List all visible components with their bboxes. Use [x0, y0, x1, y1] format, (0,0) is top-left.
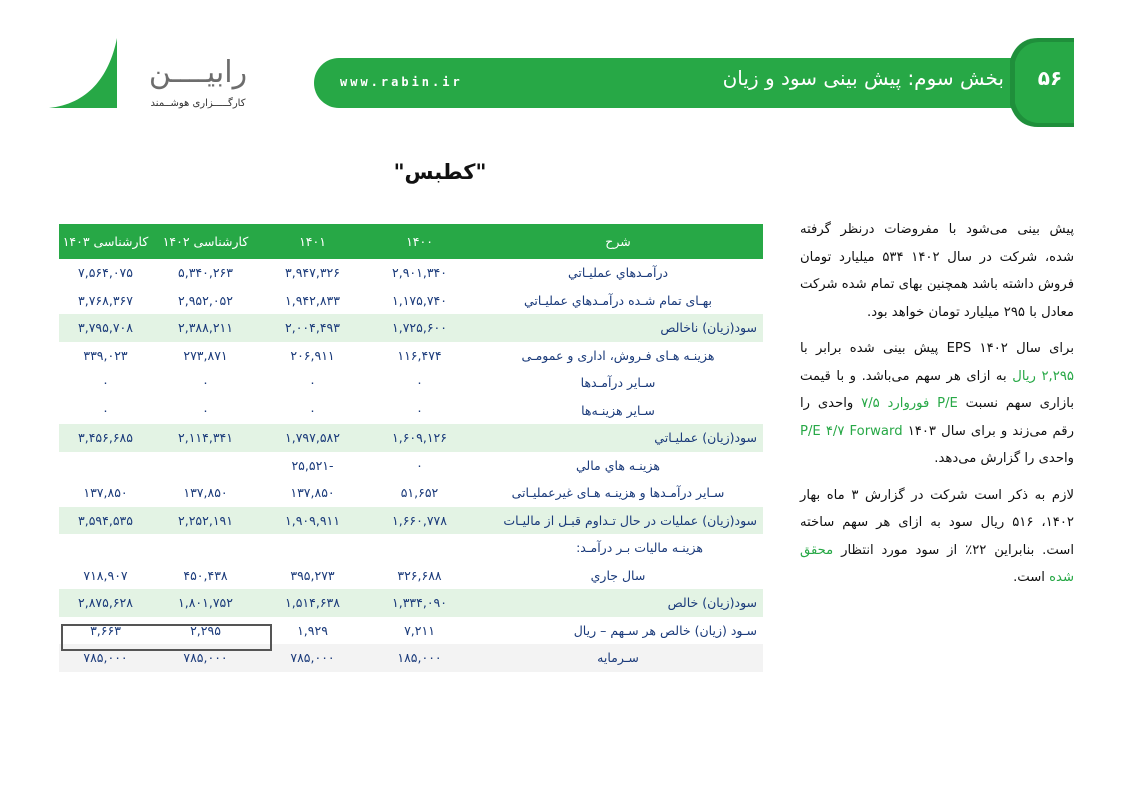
realized-text: محقق شده: [800, 542, 1074, 585]
cell-1401: ۲۰۶,۹۱۱: [259, 342, 366, 370]
row-label: سال جاري: [473, 562, 763, 590]
paragraph-sales-forecast: پیش بینی می‌شود با مفروضات درنظر گرفته شده، شرکت در سال ۱۴۰۲ ۵۳۴ میلیارد تومان فروش داشته باشد همچنین بهای تمام شده شرکت معادل با ۲۹۵ میلیارد تومان خواهد بود.: [800, 222, 1074, 320]
cell-1403: ۳,۷۹۵,۷۰۸: [59, 314, 152, 342]
row-label: هزينـه هاي مالي: [473, 452, 763, 480]
table-row: [59, 534, 763, 562]
text-span: واحدی را رقم می‌زند و برای سال ۱۴۰۳: [800, 396, 1074, 439]
cell-1403: ۲,۸۷۵,۶۲۸: [59, 589, 152, 617]
row-label: سـاير درآمـدها و هزینـه هـای غیرعملیـاتی: [473, 479, 763, 507]
table-row: [59, 259, 763, 287]
text-span: برای سال ۱۴۰۲ EPS پیش بینی شده برابر با: [800, 341, 1075, 356]
table-row: [59, 342, 763, 370]
cell-1402: ۷۸۵,۰۰۰: [152, 644, 259, 672]
cell-1401: ۷۸۵,۰۰۰: [259, 644, 366, 672]
cell-1402: ۲,۳۸۸,۲۱۱: [152, 314, 259, 342]
table-row: [59, 314, 763, 342]
row-label: بهـای تمام شـده درآمـدهاي عمليـاتي: [473, 287, 763, 315]
col-header-1402: کارشناسی ۱۴۰۲: [152, 224, 259, 259]
col-header-1401: ۱۴۰۱: [259, 224, 366, 259]
table-row: [59, 562, 763, 590]
income-statement-table: [59, 224, 763, 672]
cell-1403: ۳,۴۵۶,۶۸۵: [59, 424, 152, 452]
pe-forward-1403: P/E ۴/۷ Forward: [800, 423, 903, 439]
cell-1402: ۰: [152, 397, 259, 425]
text-span: به ازای هر سهم می‌باشد. و با قیمت بازاری سهم نسبت: [800, 368, 1074, 411]
text-span: لازم به ذکر است شرکت در گزارش ۳ ماه بهار ۱۴۰۲، ۵۱۶ ریال سود به ازای هر سهم ساخته است. بنابراین ۲۲٪ از سود مورد انتظار: [800, 487, 1074, 558]
cell-1401: ۰: [259, 369, 366, 397]
cell-1400: ۳۲۶,۶۸۸: [366, 562, 473, 590]
cell-1400: ۱,۱۷۵,۷۴۰: [366, 287, 473, 315]
cell-1400: ۲,۹۰۱,۳۴۰: [366, 259, 473, 287]
table-title: "کطبس": [393, 160, 487, 184]
cell-1402: ۲,۲۵۲,۱۹۱: [152, 507, 259, 535]
table-row: [59, 424, 763, 452]
table-row: [59, 507, 763, 535]
cell-1401: ۰: [259, 397, 366, 425]
cell-1403: ۰: [59, 369, 152, 397]
cell-1403: ۳,۷۶۸,۳۶۷: [59, 287, 152, 315]
cell-1403: ۷۱۸,۹۰۷: [59, 562, 152, 590]
cell-1400: ۰: [366, 369, 473, 397]
cell-1400: ۱,۳۳۴,۰۹۰: [366, 589, 473, 617]
cell-1402: ۲۷۳,۸۷۱: [152, 342, 259, 370]
paragraph-eps-forecast: [800, 335, 1074, 473]
cell-1400: ۱,۶۶۰,۷۷۸: [366, 507, 473, 535]
cell-1402: ۲,۱۱۴,۳۴۱: [152, 424, 259, 452]
cell-1403: [59, 452, 152, 480]
cell-1403: ۷۸۵,۰۰۰: [59, 644, 152, 672]
cell-1402: ۱,۸۰۱,۷۵۲: [152, 589, 259, 617]
website-url[interactable]: www.rabin.ir: [340, 75, 463, 89]
row-label: سود(زيان) خالص: [473, 589, 763, 617]
row-label: سـاير درآمـدها: [473, 369, 763, 397]
row-label: سود(زيان) عمليـاتي: [473, 424, 763, 452]
section-title: بخش سوم: پیش بینی سود و زیان: [722, 66, 1004, 90]
table-row: [59, 287, 763, 315]
cell-1403: ۱۳۷,۸۵۰: [59, 479, 152, 507]
cell-1403: ۳۳۹,۰۲۳: [59, 342, 152, 370]
eps-value: ۲,۲۹۵ ریال: [1012, 368, 1074, 384]
cell-1400: ۱۱۶,۴۷۴: [366, 342, 473, 370]
col-header-1403: کارشناسی ۱۴۰۳: [59, 224, 152, 259]
table-row: [59, 479, 763, 507]
cell-1401: [259, 534, 366, 562]
cell-1401: ۱۳۷,۸۵۰: [259, 479, 366, 507]
cell-1401: ۱,۵۱۴,۶۳۸: [259, 589, 366, 617]
text-span: واحدی را گزارش می‌دهد.: [934, 451, 1074, 466]
row-label: سود(زيان) عمليات در حال تـداوم قبـل از ماليـات: [473, 507, 763, 535]
logo-tagline: کارگـــــزاری هوشــمند: [150, 98, 246, 109]
cell-1403: ۷,۵۶۴,۰۷۵: [59, 259, 152, 287]
col-header-description: شرح: [473, 224, 763, 259]
cell-1403: ۰: [59, 397, 152, 425]
table-row: [59, 397, 763, 425]
cell-1400: ۰: [366, 397, 473, 425]
row-label: سـاير هزينـه‌ها: [473, 397, 763, 425]
row-label: سـود (زيان) خالص هر سـهم – ريال: [473, 617, 763, 645]
analysis-text: [800, 216, 1074, 601]
cell-1403: ۳,۶۶۳: [59, 617, 152, 645]
text-span: است.: [1013, 570, 1050, 585]
cell-1400: ۱,۶۰۹,۱۲۶: [366, 424, 473, 452]
cell-1400: ۰: [366, 452, 473, 480]
eps-highlight-box: [61, 624, 272, 651]
cell-1400: ۱,۷۲۵,۶۰۰: [366, 314, 473, 342]
cell-1401: ۱,۹۴۲,۸۳۳: [259, 287, 366, 315]
cell-1401: ۳۹۵,۲۷۳: [259, 562, 366, 590]
cell-1400: [366, 534, 473, 562]
cell-1400: ۱۸۵,۰۰۰: [366, 644, 473, 672]
cell-1401: ۱,۷۹۷,۵۸۲: [259, 424, 366, 452]
table-row: [59, 589, 763, 617]
cell-1402: ۲,۹۵۲,۰۵۲: [152, 287, 259, 315]
cell-1401: -۲۵,۵۲۱: [259, 452, 366, 480]
table-header-row: [59, 224, 763, 259]
pe-forward-1402: P/E فوروارد ۷/۵: [861, 396, 958, 411]
logo-swoosh-icon: [47, 38, 119, 110]
row-label: هزینـه هـای فـروش، اداری و عمومـی: [473, 342, 763, 370]
cell-1401: ۳,۹۴۷,۳۲۶: [259, 259, 366, 287]
cell-1401: ۱,۹۰۹,۹۱۱: [259, 507, 366, 535]
col-header-1400: ۱۴۰۰: [366, 224, 473, 259]
cell-1402: ۲,۲۹۵: [152, 617, 259, 645]
row-label: سود(زيان) ناخالص: [473, 314, 763, 342]
cell-1402: ۴۵۰,۴۳۸: [152, 562, 259, 590]
cell-1401: ۲,۰۰۴,۴۹۳: [259, 314, 366, 342]
cell-1400: ۵۱,۶۵۲: [366, 479, 473, 507]
cell-1403: [59, 534, 152, 562]
cell-1402: ۱۳۷,۸۵۰: [152, 479, 259, 507]
cell-1401: ۱,۹۲۹: [259, 617, 366, 645]
cell-1402: ۰: [152, 369, 259, 397]
logo-name: رابیــــن: [148, 55, 248, 90]
paragraph-spring-report: [800, 482, 1074, 592]
cell-1400: ۷,۲۱۱: [366, 617, 473, 645]
table-row: [59, 452, 763, 480]
table-row: [59, 369, 763, 397]
row-label: هزينـه ماليات بـر درآمـد:: [473, 534, 763, 562]
cell-1402: ۵,۳۴۰,۲۶۳: [152, 259, 259, 287]
row-label: درآمـدهاي عمليـاتي: [473, 259, 763, 287]
row-label: سـرمايه: [473, 644, 763, 672]
cell-1403: ۳,۵۹۴,۵۳۵: [59, 507, 152, 535]
cell-1402: [152, 452, 259, 480]
cell-1402: [152, 534, 259, 562]
page-number: ۵۶: [1037, 66, 1063, 90]
